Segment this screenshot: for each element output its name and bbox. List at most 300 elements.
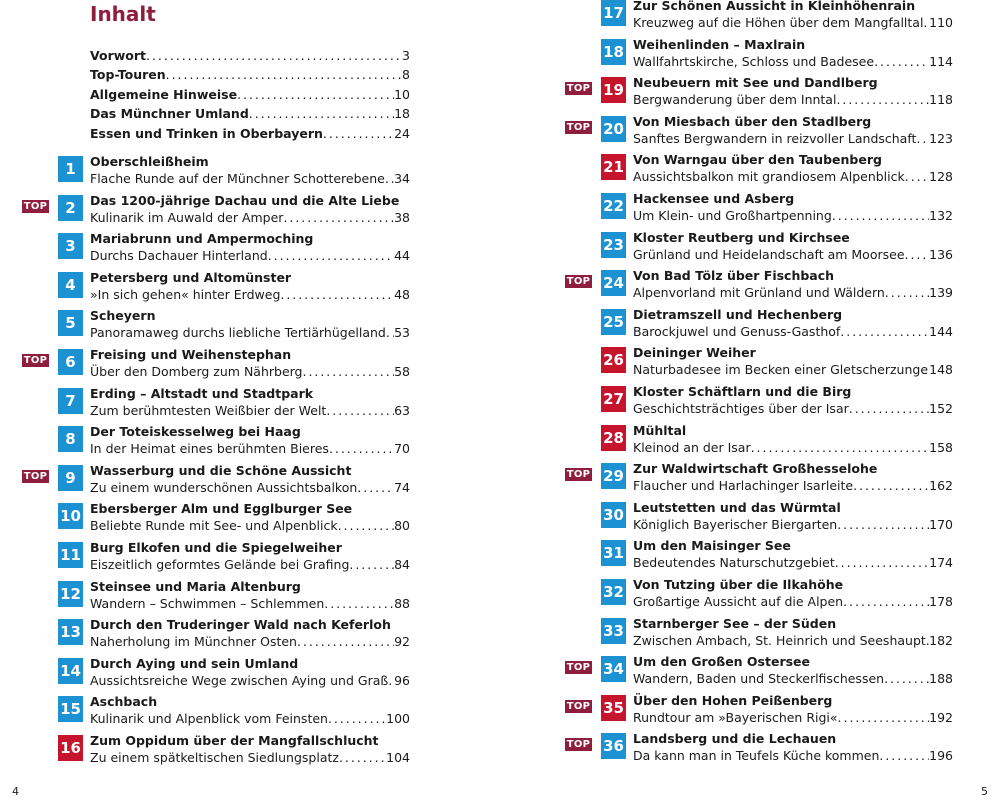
tour-number-badge: 15 bbox=[58, 696, 83, 722]
tour-title: Der Toteiskesselweg bei Haag bbox=[90, 424, 301, 440]
tour-subtitle-line bbox=[90, 363, 410, 380]
tour-entry[interactable] bbox=[500, 615, 1000, 651]
tour-number-badge: 11 bbox=[58, 542, 83, 568]
tour-entry[interactable] bbox=[0, 462, 500, 498]
tour-text bbox=[633, 499, 953, 533]
tour-subtitle: Kulinarik im Auwald der Amper bbox=[90, 209, 284, 225]
page-number-left: 4 bbox=[12, 785, 19, 798]
tour-title: Durch den Truderinger Wald nach Keferloh bbox=[90, 617, 391, 633]
leader-dots bbox=[879, 747, 929, 764]
tour-entry[interactable] bbox=[500, 692, 1000, 728]
tour-subtitle-line bbox=[633, 593, 953, 610]
tour-number-badge: 6 bbox=[58, 349, 83, 375]
tour-subtitle: Sanftes Bergwandern in reizvoller Landschaft bbox=[633, 130, 917, 146]
tour-entry[interactable] bbox=[500, 537, 1000, 573]
tour-subtitle-line bbox=[633, 168, 953, 185]
tour-page: 114 bbox=[929, 53, 953, 69]
tour-subtitle: Flaucher und Harlachinger Isarleite bbox=[633, 478, 854, 494]
tour-subtitle: Barockjuwel und Genuss-Gasthof bbox=[633, 323, 841, 339]
leader-dots bbox=[832, 207, 929, 224]
tour-text bbox=[90, 153, 410, 187]
tour-subtitle-line bbox=[633, 439, 953, 456]
tour-number-badge: 26 bbox=[601, 347, 626, 373]
tour-text bbox=[90, 693, 410, 727]
tour-title: Deininger Weiher bbox=[633, 345, 756, 361]
tour-subtitle: Wallfahrtskirche, Schloss und Badesee bbox=[633, 53, 875, 69]
tour-number-badge: 18 bbox=[601, 39, 626, 65]
tour-text bbox=[633, 229, 953, 263]
tour-title: Neubeuern mit See und Dandlberg bbox=[633, 75, 878, 91]
tour-title: Zur Waldwirtschaft Großhesselohe bbox=[633, 461, 878, 477]
tour-number-badge: 22 bbox=[601, 193, 626, 219]
tour-page: 44 bbox=[394, 248, 410, 264]
tour-subtitle: Alpenvorland mit Grünland und Wäldern bbox=[633, 285, 885, 301]
tour-title: Steinsee und Maria Altenburg bbox=[90, 578, 301, 594]
tour-text bbox=[90, 578, 410, 612]
tour-title: Von Tutzing über die Ilkahöhe bbox=[633, 577, 844, 592]
leader-dots bbox=[303, 363, 395, 380]
tour-entry[interactable] bbox=[500, 306, 1000, 342]
tour-subtitle: »In sich gehen« hinter Erdweg bbox=[90, 286, 281, 302]
toc-entry-page: 3 bbox=[402, 48, 410, 63]
tour-title: Weihenlinden – Maxlrain bbox=[633, 36, 806, 52]
tour-text bbox=[90, 732, 410, 766]
leader-dots bbox=[280, 286, 394, 303]
top-tour-badge: TOP bbox=[566, 662, 591, 674]
top-tour-badge: TOP bbox=[566, 276, 591, 288]
tour-entry[interactable] bbox=[0, 616, 500, 652]
top-tour-badge: TOP bbox=[566, 700, 591, 712]
tour-page: 53 bbox=[394, 325, 410, 341]
leader-dots bbox=[751, 439, 930, 456]
tour-number-badge: 27 bbox=[601, 386, 626, 412]
leader-dots bbox=[853, 477, 929, 494]
tour-subtitle: Rundtour am »Bayerischen Rigi« bbox=[633, 709, 838, 725]
tour-text bbox=[90, 655, 410, 689]
tour-title: Durch Aying und sein Umland bbox=[90, 655, 299, 671]
leader-dots bbox=[249, 104, 394, 123]
tour-subtitle-line bbox=[633, 361, 953, 378]
leader-dots bbox=[874, 53, 929, 70]
tour-entry[interactable] bbox=[500, 267, 1000, 303]
top-tour-badge: TOP bbox=[566, 121, 591, 133]
tour-subtitle-line bbox=[633, 246, 953, 263]
tour-text bbox=[633, 36, 953, 70]
tour-page: 92 bbox=[394, 634, 410, 650]
toc-entry-page: 10 bbox=[394, 86, 410, 102]
tour-title: Von Bad Tölz über Fischbach bbox=[633, 268, 835, 284]
tour-text bbox=[90, 539, 410, 573]
tour-subtitle-line bbox=[90, 517, 410, 534]
tour-title: Kloster Schäftlarn und die Birg bbox=[633, 384, 852, 399]
tour-text bbox=[633, 692, 953, 726]
toc-entry-label: Das Münchner Umland bbox=[90, 106, 249, 122]
tour-entry[interactable] bbox=[0, 153, 500, 189]
leader-dots bbox=[338, 517, 394, 534]
tour-page: 188 bbox=[929, 671, 953, 687]
tour-subtitle: Aussichtsbalkon mit grandiosem Alpenblick bbox=[633, 169, 905, 185]
tour-title: Oberschleißheim bbox=[90, 154, 209, 169]
tour-entry[interactable] bbox=[500, 422, 1000, 458]
tour-page: 34 bbox=[394, 171, 410, 186]
tour-entry[interactable] bbox=[0, 500, 500, 536]
tour-number-badge: 24 bbox=[601, 270, 626, 296]
tour-number-badge: 34 bbox=[601, 656, 626, 682]
tour-subtitle: Kulinarik und Alpenblick vom Feinsten bbox=[90, 711, 328, 727]
top-tour-badge: TOP bbox=[566, 739, 591, 751]
tour-subtitle: Grünland und Heidelandschaft am Moorsee bbox=[633, 246, 905, 262]
leader-dots bbox=[326, 402, 394, 419]
tour-number-badge: 2 bbox=[58, 195, 83, 221]
toc-entry-label: Top-Touren bbox=[90, 67, 166, 83]
tour-page: 88 bbox=[394, 595, 410, 611]
tour-subtitle: Kreuzweg auf die Höhen über dem Mangfalltal bbox=[633, 15, 924, 30]
tour-title: Zur Schönen Aussicht in Kleinhöhenrain bbox=[633, 0, 916, 13]
tour-subtitle-line bbox=[633, 91, 953, 108]
tour-page: 144 bbox=[929, 323, 953, 339]
tour-title: Burg Elkofen und die Spiegelweiher bbox=[90, 540, 342, 555]
tour-title: Um den Großen Ostersee bbox=[633, 654, 811, 670]
tour-subtitle: Zu einem wunderschönen Aussichtsbalkon bbox=[90, 479, 358, 495]
tour-subtitle-line bbox=[90, 324, 410, 341]
tour-number-badge: 35 bbox=[601, 695, 626, 721]
tour-page: 136 bbox=[929, 246, 953, 262]
tour-number-badge: 8 bbox=[58, 426, 83, 452]
tour-entry[interactable] bbox=[0, 732, 500, 768]
right-page bbox=[500, 0, 1000, 800]
toc-entry[interactable] bbox=[90, 65, 410, 84]
tour-title: Petersberg und Altomünster bbox=[90, 269, 292, 285]
tour-subtitle-line bbox=[633, 632, 953, 649]
tour-number-badge: 30 bbox=[601, 502, 626, 528]
tour-number-badge: 31 bbox=[601, 540, 626, 566]
tour-title: Ebersberger Alm und Egglburger See bbox=[90, 501, 353, 517]
tour-number-badge: 17 bbox=[601, 0, 626, 26]
toc-entry[interactable] bbox=[90, 124, 410, 143]
tour-subtitle-line bbox=[633, 554, 953, 571]
tour-page: 128 bbox=[929, 169, 953, 185]
tour-title: Erding – Altstadt und Stadtpark bbox=[90, 385, 314, 401]
tour-number-badge: 9 bbox=[58, 465, 83, 491]
leader-dots bbox=[837, 516, 929, 533]
tour-subtitle: Großartige Aussicht auf die Alpen bbox=[633, 594, 844, 609]
tour-subtitle-line bbox=[633, 130, 953, 147]
tour-number-badge: 5 bbox=[58, 310, 83, 336]
tour-title: Um den Maisinger See bbox=[633, 538, 791, 554]
tour-page: 196 bbox=[929, 748, 953, 764]
leader-dots bbox=[237, 85, 394, 104]
tour-page: 170 bbox=[929, 516, 953, 532]
tour-title: Starnberger See – der Süden bbox=[633, 615, 837, 631]
tour-number-badge: 19 bbox=[601, 77, 626, 103]
top-tour-badge: TOP bbox=[23, 200, 48, 212]
tour-page: 182 bbox=[929, 632, 953, 648]
tour-title: Scheyern bbox=[90, 308, 156, 324]
tour-page: 174 bbox=[929, 555, 953, 571]
tour-text bbox=[633, 537, 953, 571]
front-matter-list bbox=[90, 46, 410, 143]
tour-subtitle-line bbox=[90, 633, 410, 650]
tour-subtitle: Bedeutendes Naturschutzgebiet bbox=[633, 555, 835, 571]
toc-entry[interactable] bbox=[90, 85, 410, 104]
tour-page: 192 bbox=[929, 709, 953, 725]
leader-dots bbox=[884, 670, 929, 687]
leader-dots bbox=[339, 749, 386, 766]
tour-number-badge: 4 bbox=[58, 272, 83, 298]
tour-text bbox=[633, 615, 953, 649]
tour-subtitle: Wandern – Schwimmen – Schlemmen bbox=[90, 595, 325, 611]
tour-entry[interactable] bbox=[0, 346, 500, 382]
tour-text bbox=[90, 500, 410, 534]
tour-page: 158 bbox=[929, 439, 953, 455]
tour-entry[interactable] bbox=[500, 229, 1000, 265]
tour-subtitle-line bbox=[90, 595, 410, 612]
tour-text bbox=[633, 344, 953, 378]
tour-subtitle: Panoramaweg durchs liebliche Tertiärhügelland bbox=[90, 325, 386, 341]
tour-subtitle-line bbox=[633, 709, 953, 726]
tour-page: 110 bbox=[929, 15, 953, 30]
tour-subtitle-line bbox=[90, 402, 410, 419]
tour-title: Von Warngau über den Taubenberg bbox=[633, 152, 882, 168]
tour-number-badge: 32 bbox=[601, 579, 626, 605]
toc-entry-label: Allgemeine Hinweise bbox=[90, 86, 238, 102]
tour-entry[interactable] bbox=[500, 113, 1000, 149]
tour-subtitle-line bbox=[90, 556, 410, 573]
leader-dots bbox=[836, 91, 929, 108]
tour-entry[interactable] bbox=[0, 385, 500, 421]
tour-entry[interactable] bbox=[500, 653, 1000, 689]
tour-subtitle: Zwischen Ambach, St. Heinrich und Seeshaupt bbox=[633, 632, 926, 648]
tour-subtitle-line bbox=[633, 323, 953, 340]
tour-page: 132 bbox=[929, 208, 953, 223]
tour-text bbox=[90, 192, 410, 226]
tour-entry[interactable] bbox=[500, 460, 1000, 496]
tour-subtitle: Über den Domberg zum Nährberg bbox=[90, 364, 303, 379]
tour-title: Dietramszell und Hechenberg bbox=[633, 306, 843, 322]
tour-entry[interactable] bbox=[0, 307, 500, 343]
tour-subtitle: Eiszeitlich geformtes Gelände bei Grafing bbox=[90, 557, 350, 572]
tour-subtitle-line bbox=[633, 53, 953, 70]
tour-entry[interactable] bbox=[500, 36, 1000, 72]
tour-title: Von Miesbach über den Stadlberg bbox=[633, 113, 872, 129]
tour-number-badge: 3 bbox=[58, 233, 83, 259]
top-tour-badge: TOP bbox=[23, 470, 48, 482]
toc-entry-page: 18 bbox=[394, 106, 410, 122]
leader-dots bbox=[324, 595, 394, 612]
tour-page: 152 bbox=[929, 401, 953, 416]
tour-page: 178 bbox=[929, 594, 953, 609]
tour-entry[interactable] bbox=[500, 151, 1000, 187]
tour-subtitle: In der Heimat eines berühmten Bieres bbox=[90, 441, 329, 457]
tour-subtitle-line bbox=[633, 477, 953, 494]
toc-entry[interactable] bbox=[90, 46, 410, 65]
leader-dots bbox=[268, 247, 394, 264]
tour-text bbox=[90, 269, 410, 303]
tour-entry[interactable] bbox=[0, 230, 500, 266]
tour-page: 38 bbox=[394, 209, 410, 225]
tour-subtitle-line bbox=[90, 710, 410, 727]
tour-text bbox=[633, 151, 953, 185]
tour-number-badge: 10 bbox=[58, 503, 83, 529]
leader-dots bbox=[297, 633, 394, 650]
tour-subtitle: Kleinod an der Isar bbox=[633, 439, 751, 455]
toc-entry[interactable] bbox=[90, 104, 410, 123]
tour-subtitle-line bbox=[90, 440, 410, 457]
tour-entry[interactable] bbox=[0, 578, 500, 614]
tour-subtitle-line bbox=[90, 170, 410, 187]
tour-subtitle: Naturbadesee im Becken einer Gletscherzunge bbox=[633, 362, 929, 378]
tour-page: 48 bbox=[394, 286, 410, 302]
tour-number-badge: 12 bbox=[58, 581, 83, 607]
tour-number-badge: 36 bbox=[601, 733, 626, 759]
leader-dots bbox=[385, 170, 394, 187]
tour-page: 148 bbox=[929, 362, 953, 378]
tour-subtitle-line bbox=[90, 749, 410, 766]
tour-number-badge: 7 bbox=[58, 388, 83, 414]
tour-entry[interactable] bbox=[500, 74, 1000, 110]
tour-text bbox=[633, 383, 953, 417]
top-tour-badge: TOP bbox=[23, 355, 48, 366]
tour-text bbox=[633, 653, 953, 687]
tour-page: 96 bbox=[394, 672, 410, 688]
tour-entry[interactable] bbox=[500, 0, 1000, 33]
tour-subtitle-line bbox=[633, 747, 953, 764]
tour-entry[interactable] bbox=[500, 344, 1000, 380]
leader-dots bbox=[329, 440, 394, 457]
leader-dots bbox=[283, 209, 394, 226]
tour-text bbox=[90, 385, 410, 419]
tour-subtitle: Um Klein- und Großhartpenning bbox=[633, 208, 832, 223]
tour-number-badge: 33 bbox=[601, 618, 626, 644]
leader-dots bbox=[885, 284, 929, 301]
tour-subtitle-line bbox=[633, 14, 953, 31]
tour-text bbox=[633, 422, 953, 456]
tour-number-badge: 28 bbox=[601, 425, 626, 451]
leader-dots bbox=[849, 400, 929, 417]
tour-page: 74 bbox=[394, 479, 410, 495]
tour-subtitle: Bergwanderung über dem Inntal bbox=[633, 92, 837, 108]
tour-entry[interactable] bbox=[0, 539, 500, 575]
tour-page: 70 bbox=[394, 441, 410, 457]
tour-page: 118 bbox=[929, 92, 953, 108]
tour-entry[interactable] bbox=[0, 655, 500, 691]
page-title: Inhalt bbox=[90, 2, 156, 26]
tour-entry[interactable] bbox=[500, 383, 1000, 419]
tour-title: Landsberg und die Lechauen bbox=[633, 731, 837, 747]
toc-entry-label: Essen und Trinken in Oberbayern bbox=[90, 125, 323, 141]
tour-page: 84 bbox=[394, 557, 410, 572]
tour-subtitle-line bbox=[633, 284, 953, 301]
toc-entry-label: Vorwort bbox=[90, 48, 147, 63]
page-number-right: 5 bbox=[981, 785, 988, 798]
tour-page: 123 bbox=[929, 130, 953, 146]
tour-entry[interactable] bbox=[0, 423, 500, 459]
tour-page: 139 bbox=[929, 285, 953, 301]
leader-dots bbox=[905, 246, 930, 263]
tour-page: 104 bbox=[386, 750, 410, 765]
tour-entry[interactable] bbox=[0, 192, 500, 228]
tour-subtitle: Geschichtsträchtiges über der Isar bbox=[633, 401, 849, 416]
tour-text bbox=[90, 346, 410, 380]
top-tour-badge: TOP bbox=[566, 83, 591, 95]
tour-title: Das 1200-jährige Dachau und die Alte Liebe bbox=[90, 192, 400, 208]
tour-text bbox=[90, 230, 410, 264]
tour-subtitle: Wandern, Baden und Steckerlfischessen bbox=[633, 671, 885, 687]
leader-dots bbox=[835, 554, 929, 571]
tour-subtitle-line bbox=[90, 286, 410, 303]
tour-title: Hackensee und Asberg bbox=[633, 191, 795, 206]
leader-dots bbox=[328, 710, 386, 727]
tour-subtitle: Königlich Bayerischer Biergarten bbox=[633, 516, 838, 532]
tour-text bbox=[633, 460, 953, 494]
tour-title: Wasserburg und die Schöne Aussicht bbox=[90, 462, 352, 478]
leader-dots bbox=[386, 324, 394, 341]
tour-text bbox=[633, 306, 953, 340]
leader-dots bbox=[357, 479, 394, 496]
tour-title: Mariabrunn und Ampermoching bbox=[90, 231, 314, 247]
leader-dots bbox=[146, 46, 402, 65]
tour-title: Aschbach bbox=[90, 694, 158, 710]
tour-entry[interactable] bbox=[0, 269, 500, 305]
toc-entry-page: 8 bbox=[402, 67, 410, 83]
tour-number-badge: 29 bbox=[601, 463, 626, 489]
leader-dots bbox=[916, 130, 929, 147]
tour-subtitle-line bbox=[90, 247, 410, 264]
tour-subtitle-line bbox=[90, 479, 410, 496]
tour-page: 100 bbox=[386, 711, 410, 727]
tour-entry[interactable] bbox=[500, 190, 1000, 226]
tour-text bbox=[633, 113, 953, 147]
tour-page: 80 bbox=[394, 518, 410, 534]
leader-dots bbox=[840, 323, 929, 340]
tour-title: Leutstetten und das Würmtal bbox=[633, 499, 841, 515]
tour-text bbox=[90, 307, 410, 341]
tour-number-badge: 23 bbox=[601, 232, 626, 258]
leader-dots bbox=[166, 65, 402, 84]
tour-number-badge: 1 bbox=[58, 156, 83, 182]
tour-entry[interactable] bbox=[500, 730, 1000, 766]
tour-page: 63 bbox=[394, 402, 410, 418]
tour-title: Zum Oppidum über der Mangfallschlucht bbox=[90, 733, 379, 748]
tour-page: 58 bbox=[394, 364, 410, 379]
tour-subtitle: Beliebte Runde mit See- und Alpenblick bbox=[90, 518, 338, 534]
tour-number-badge: 14 bbox=[58, 658, 83, 684]
tour-text bbox=[633, 190, 953, 224]
toc-entry-page: 24 bbox=[394, 125, 410, 141]
tour-title: Mühltal bbox=[633, 422, 687, 438]
tour-subtitle: Zu einem spätkeltischen Siedlungsplatz bbox=[90, 750, 339, 765]
tour-subtitle-line bbox=[633, 207, 953, 224]
tour-subtitle: Flache Runde auf der Münchner Schotterebene bbox=[90, 171, 385, 186]
leader-dots bbox=[349, 556, 394, 573]
tour-number-badge: 21 bbox=[601, 154, 626, 180]
leader-dots bbox=[323, 124, 394, 143]
tour-title: Freising und Weihenstephan bbox=[90, 347, 292, 362]
tour-entry[interactable] bbox=[500, 499, 1000, 535]
tour-subtitle: Da kann man in Teufels Küche kommen bbox=[633, 748, 880, 764]
top-tour-badge: TOP bbox=[566, 469, 591, 481]
leader-dots bbox=[905, 168, 929, 185]
tour-entry[interactable] bbox=[0, 693, 500, 729]
tour-title: Über den Hohen Peißenberg bbox=[633, 692, 833, 708]
tour-text bbox=[633, 576, 953, 610]
tour-number-badge: 13 bbox=[58, 619, 83, 645]
tour-text bbox=[90, 462, 410, 496]
tour-entry[interactable] bbox=[500, 576, 1000, 612]
tour-text bbox=[633, 730, 953, 764]
tour-number-badge: 25 bbox=[601, 309, 626, 335]
tour-subtitle: Naherholung im Münchner Osten bbox=[90, 634, 297, 650]
